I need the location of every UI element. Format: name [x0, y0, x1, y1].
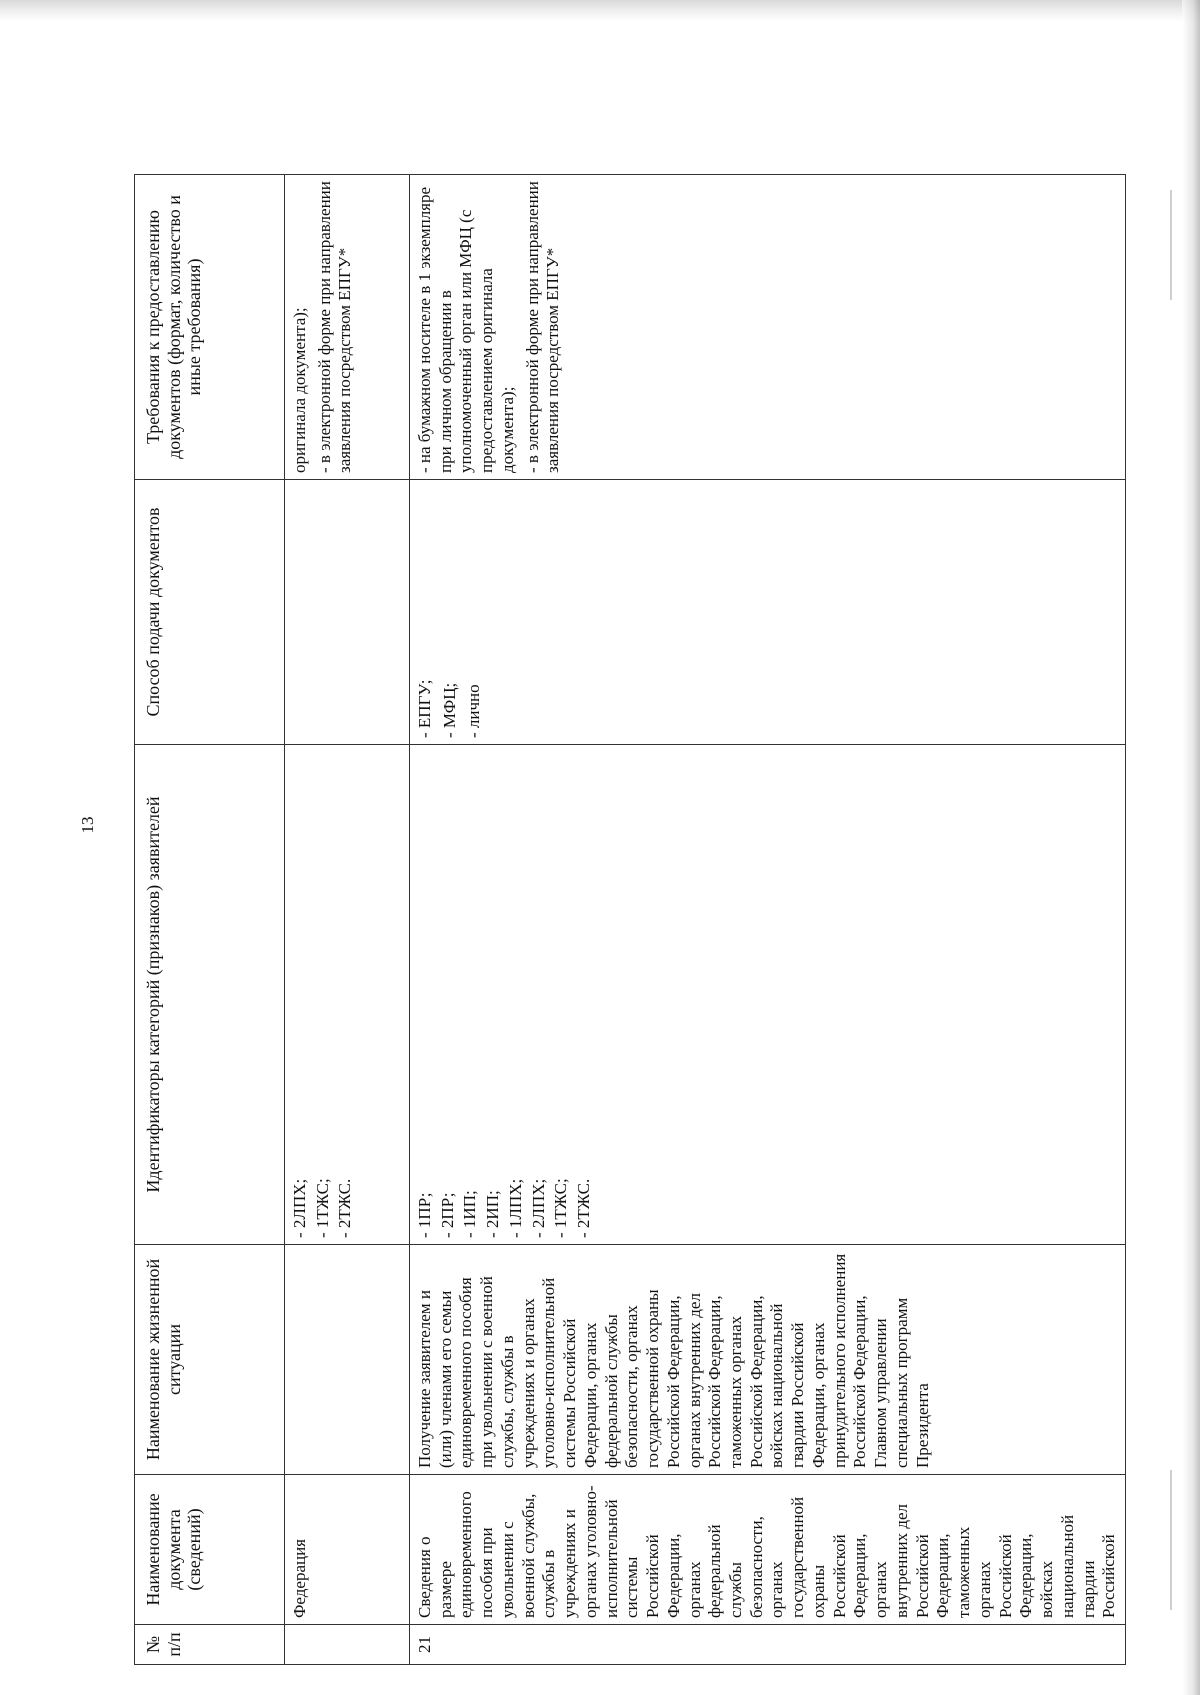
identifier-item: - 1ЛПХ;	[505, 1178, 525, 1238]
identifier-item: - 2ЛПХ;	[528, 1178, 548, 1238]
identifier-item: - 2ТЖС.	[574, 1178, 594, 1238]
identifier-item: - 2ЛПХ;	[290, 1178, 309, 1238]
requirements-list	[415, 181, 564, 473]
identifier-item: - 1ТЖС;	[551, 1178, 571, 1238]
requirement-item: оригинала документа);	[290, 307, 309, 473]
documents-table	[134, 174, 1126, 1665]
submission-item: - лично	[464, 684, 484, 738]
identifier-list	[290, 751, 356, 1238]
cell-number	[285, 1625, 410, 1665]
header-requirements: Требования к предоставлению документов (формат, количество и иные требования)	[135, 175, 285, 480]
cell-document: Сведения о размере единовременного пособия при увольнении с военной службы, службы в учреждениях и органах уголовно-исполнительной системы Российской Федерации, органах федеральной службы безопасности, органах государственной охраны Российской Федерации, органах внутренних дел Российской Федерации, таможенных органах Российской Федерации, войсках национальной гвардии Российской	[410, 1475, 1126, 1625]
requirement-item: - в электронной форме при направлении заявления посредством ЕПГУ*	[314, 181, 355, 473]
submission-list	[415, 486, 485, 738]
header-number: № п/п	[135, 1625, 285, 1665]
requirements-list	[290, 181, 356, 473]
requirement-item: - на бумажном носителе в 1 экземпляре при личном обращении в уполномоченный орган или МФЦ (с предоставлением оригинала документа);	[415, 186, 517, 473]
header-identifiers: Идентификаторы категорий (признаков) заявителей	[135, 745, 285, 1245]
submission-item: - ЕПГУ;	[415, 679, 434, 738]
identifier-item: - 1ТЖС;	[312, 1178, 332, 1238]
requirement-item: - в электронной форме при направлении заявления посредством ЕПГУ*	[522, 181, 563, 473]
cell-submission	[285, 480, 410, 745]
cell-requirements	[285, 175, 410, 480]
identifier-item: - 1ИП;	[460, 1190, 480, 1238]
header-submission: Способ подачи документов	[135, 480, 285, 745]
page-number: 13	[78, 816, 97, 834]
header-document: Наименование документа (сведений)	[135, 1475, 285, 1625]
cell-document: Федерация	[285, 1475, 410, 1625]
cell-submission	[410, 480, 1126, 745]
cell-requirements	[410, 175, 1126, 480]
rotated-page	[0, 135, 1200, 1695]
cell-number: 21	[410, 1625, 1126, 1665]
table-row	[285, 175, 410, 1665]
cell-situation: Получение заявителем и (или) членами его семьи единовременного пособия при увольнении с военной службы, службы в учреждениях и органах уголовно-исполнительной системы Российской Федерации, органах федеральной службы безопасности, органах государственной охраны Российской Федерации, органах внутренних дел Российской Федерации, таможенных органах Российской Федерации, войсках национальной гвардии Российской Федерации, органах принудительного исполнения Российской Федерации, Главном управлении специальных программ Президента	[410, 1245, 1126, 1475]
identifier-item: - 2ИП;	[483, 1190, 503, 1238]
identifier-item: - 1ПР;	[415, 1192, 434, 1238]
table-row	[410, 175, 1126, 1665]
submission-item: - МФЦ;	[439, 682, 459, 738]
cell-identifiers	[285, 745, 410, 1245]
table-header-row	[135, 175, 285, 1665]
cell-identifiers	[410, 745, 1126, 1245]
identifier-item: - 2ПР;	[437, 1192, 457, 1238]
identifier-list	[415, 751, 595, 1238]
cell-situation	[285, 1245, 410, 1475]
identifier-item: - 2ТЖС.	[335, 1178, 355, 1238]
header-situation: Наименование жизненной ситуации	[135, 1245, 285, 1475]
scan-shadow-top	[0, 0, 1200, 22]
